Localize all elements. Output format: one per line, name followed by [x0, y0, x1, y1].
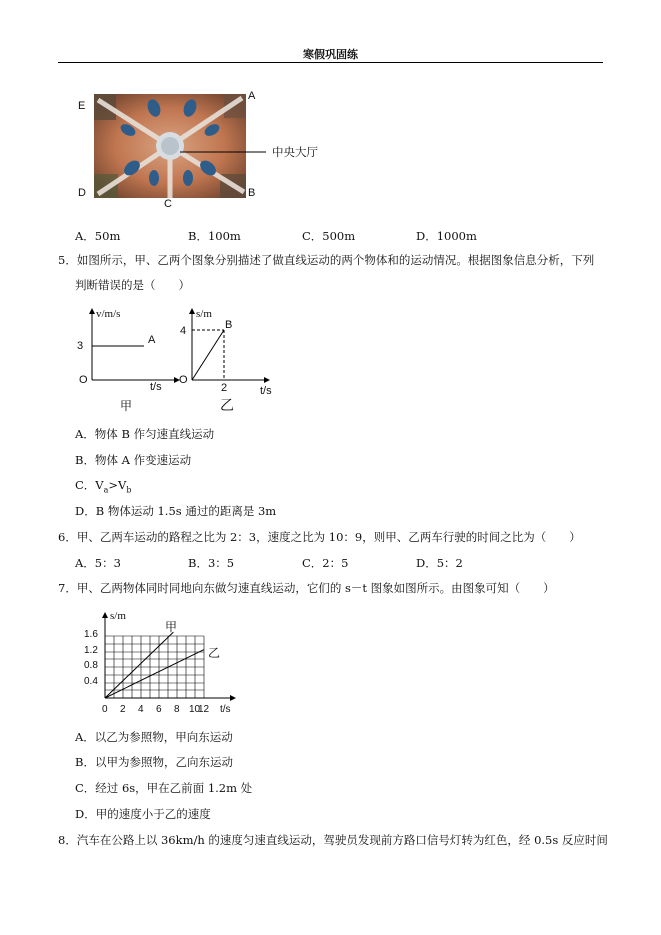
yi-ylabel: s/m — [196, 308, 212, 320]
yi-y-tick: 4 — [180, 325, 187, 337]
q7-x-tick-4: 4 — [138, 704, 144, 715]
corner-label-e: E — [78, 100, 86, 112]
q5-option-c — [75, 477, 131, 494]
q7-option-d: D．甲的速度小于乙的速度 — [75, 807, 211, 821]
q5-option-c-mid: >V — [108, 478, 127, 492]
q5-option-c-prefix: C．V — [75, 478, 104, 492]
q7-y-tick-0.4: 0.4 — [84, 676, 98, 687]
yi-caption: 乙 — [220, 397, 234, 413]
jia-xlabel: t/s — [150, 381, 162, 393]
q5-option-c-sub1: a — [103, 485, 109, 495]
page-header: 寒假巩固练 — [303, 48, 358, 61]
q6-option-a: A．5：3 — [75, 556, 121, 570]
q7-y-tick-1.6: 1.6 — [84, 629, 98, 640]
q7-x-tick-6: 6 — [156, 704, 162, 715]
q7-x-tick-8: 8 — [174, 704, 180, 715]
yi-xlabel: t/s — [260, 385, 272, 397]
q7-option-c: C．经过 6s，甲在乙前面 1.2m 处 — [75, 781, 253, 795]
corner-label-b: B — [248, 187, 256, 199]
q7-x-tick-0: 0 — [102, 704, 108, 715]
jia-line-label: A — [148, 334, 156, 346]
jia-origin: O — [79, 374, 88, 386]
q7-y-tick-0.8: 0.8 — [84, 660, 98, 671]
yi-line-b — [192, 330, 224, 380]
q5-graph-jia — [70, 300, 180, 412]
q5-option-d: D．B 物体运动 1.5s 通过的距离是 3m — [75, 504, 277, 518]
header-rule — [58, 62, 603, 63]
q5-stem-line1: 5．如图所示，甲、乙两个图象分别描述了做直线运动的两个物体和的运动情况。根据图象信息分析，下列 — [58, 253, 595, 267]
q7-stem: 7．甲、乙两物体同时同地向东做匀速直线运动，它们的 s－t 图象如图所示。由图象可知（ ） — [58, 581, 555, 595]
jia-y-tick: 3 — [77, 340, 84, 352]
q7-xlabel: t/s — [220, 704, 231, 715]
q5-option-b: B．物体 A 作变速运动 — [75, 453, 192, 467]
jia-caption: 甲 — [120, 399, 133, 413]
q5-stem-line2: 判断错误的是（ ） — [75, 278, 190, 292]
q7-x-tick-10: 10 — [189, 704, 201, 715]
q6-option-d: D．5：2 — [416, 556, 463, 570]
q6-option-c: C．2：5 — [302, 556, 349, 570]
q7-option-b: B．以甲为参照物，乙向东运动 — [75, 755, 233, 769]
corner-label-d: D — [78, 187, 86, 199]
q7-label-jia: 甲 — [165, 620, 178, 634]
q5-option-a: A．物体 B 作匀速直线运动 — [75, 427, 215, 441]
corner-label-a: A — [248, 90, 256, 102]
q7-line-jia — [105, 632, 173, 698]
q7-x-tick-12: 12 — [198, 704, 210, 715]
jia-ylabel: v/m/s — [96, 308, 121, 320]
q7-ylabel: s/m — [110, 610, 126, 622]
yi-x-tick: 2 — [221, 382, 228, 394]
yi-point-label: B — [225, 319, 233, 331]
q4-option-b: B．100m — [188, 229, 241, 243]
q7-option-a: A．以乙为参照物，甲向东运动 — [75, 730, 233, 744]
q4-option-c: C．500m — [302, 229, 356, 243]
q5-option-c-sub2: b — [126, 485, 132, 495]
q7-y-tick-1.2: 1.2 — [84, 645, 98, 656]
q7-line-yi — [105, 650, 204, 698]
yi-origin: O — [179, 374, 188, 386]
q7-x-tick-2: 2 — [120, 704, 126, 715]
hall-label: 中央大厅 — [272, 147, 318, 159]
q4-option-a: A．50m — [75, 229, 121, 243]
q7-label-yi: 乙 — [208, 646, 221, 660]
q8-stem: 8．汽车在公路上以 36km/h 的速度匀速直线运动，驾驶员发现前方路口信号灯转为红色，经 0.5s 反应时间 — [58, 833, 608, 847]
corner-label-c: C — [164, 198, 172, 210]
q4-option-d: D．1000m — [416, 229, 477, 243]
q6-option-b: B．3：5 — [188, 556, 235, 570]
q6-stem: 6．甲、乙两车运动的路程之比为 2：3，速度之比为 10：9，则甲、乙两车行驶的时间之比为（ ） — [58, 530, 581, 544]
